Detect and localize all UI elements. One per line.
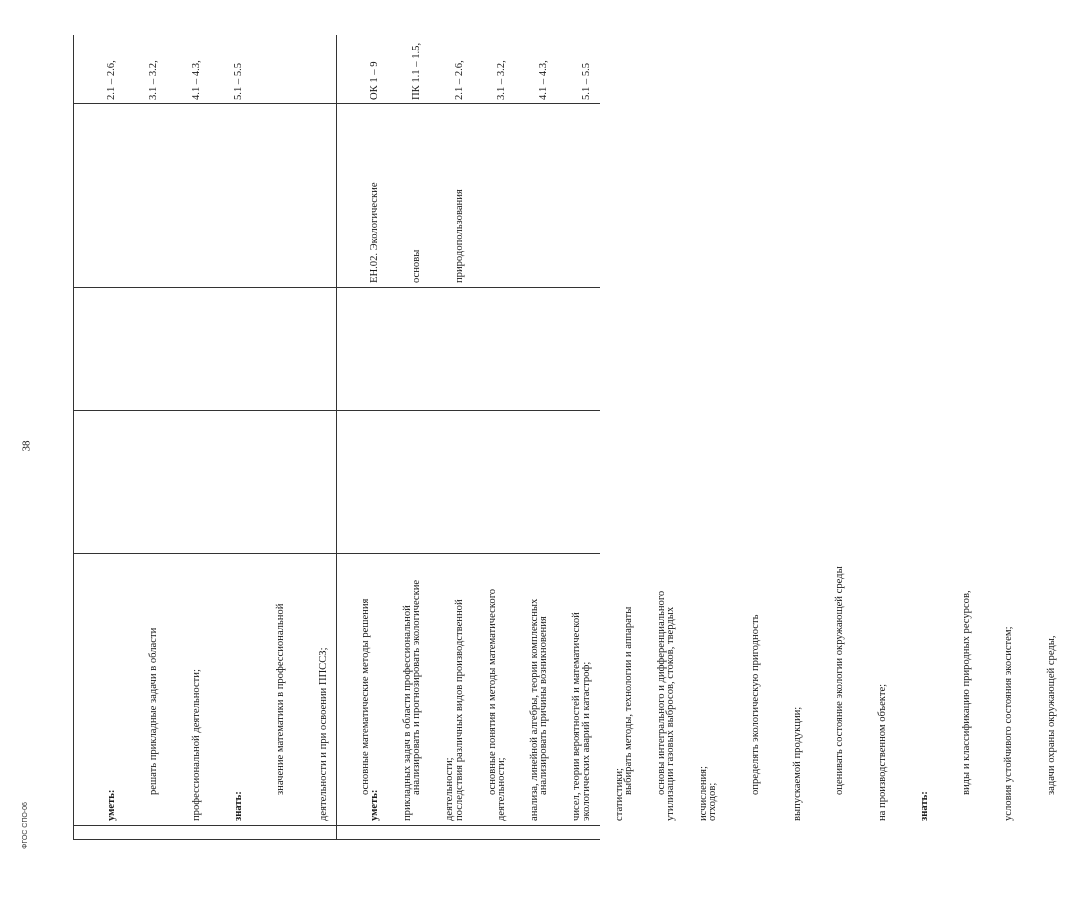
table-border-col3 [73, 410, 600, 411]
row1-line: анализа, линейной алгебры, теории комплексных [529, 598, 540, 821]
row2-line: задачи охраны окружающей среды, [1045, 635, 1057, 795]
competency-line: ПК 1.1 – 1.5, [411, 42, 423, 100]
row1-line: профессиональной деятельности; [190, 669, 202, 821]
competency-line: 3.1 – 3.2, [496, 60, 508, 100]
row2-line: на производственном объекте; [876, 683, 888, 821]
table-border-top [73, 35, 74, 840]
row2-line: последствия различных видов производственной [453, 599, 465, 821]
discipline-line: ЕН.02. Экологические [369, 182, 381, 283]
rotated-table-page [40, 35, 1057, 870]
competency-line: 5.1 – 5.5 [580, 62, 592, 100]
row2-competencies-cell [340, 43, 622, 100]
row1-line: статистики; [613, 768, 625, 821]
row2-knowledge-cell [340, 566, 1087, 821]
row2-discipline-cell [340, 182, 495, 283]
footer-code: ФГОС СПО-06 [21, 802, 29, 849]
row1-line: прикладных задач в области профессиональной [402, 605, 414, 821]
discipline-line: природопользования [453, 189, 465, 283]
row1-line: деятельности и при освоении ППССЗ; [317, 647, 329, 821]
row2-line: выпускаемой продукции; [792, 706, 803, 821]
table-border-col4 [73, 287, 600, 288]
row2-line: отходов; [707, 782, 719, 821]
row2-line: определять экологическую пригодность [749, 614, 761, 795]
row2-line: знать: [918, 791, 930, 821]
row1-line: знать: [233, 791, 245, 821]
table-border-col1 [73, 825, 600, 826]
row2-line: виды и классификацию природных ресурсов, [961, 590, 973, 795]
discipline-line: основы [411, 249, 423, 283]
row1-line: уметь: [106, 789, 118, 821]
row2-line: анализировать причины возникновения [538, 616, 550, 795]
row1-line: основные понятия и методы математического [486, 588, 498, 795]
row1-line: основы интегрального и дифференциального [655, 590, 667, 795]
competency-line: 3.1 – 3.2, [148, 60, 160, 100]
competency-line: ОК 1 – 9 [369, 61, 381, 100]
row1-line: основные математические методы решения [359, 598, 371, 795]
row2-line: экологических аварий и катастроф; [580, 661, 592, 821]
row2-line: утилизации газовых выбросов, стоков, твердых [665, 606, 677, 821]
competency-line: 2.1 – 2.6, [453, 60, 465, 100]
row2-line: условия устойчивого состояния экосистем; [1003, 626, 1015, 821]
competency-line: 4.1 – 4.3, [538, 60, 550, 100]
row1-competencies-cell [77, 60, 274, 100]
table-border-left [73, 839, 600, 840]
row2-line: анализировать и прогнозировать экологические [411, 579, 423, 795]
competency-line: 4.1 – 4.3, [190, 60, 202, 100]
row1-line: деятельности; [444, 757, 456, 821]
row2-line: уметь: [369, 789, 381, 821]
row1-line: решать прикладные задачи в области [148, 627, 160, 795]
competency-line: 5.1 – 5.5 [233, 62, 245, 100]
row1-line: значение математики в профессиональной [275, 603, 287, 795]
competency-line: 2.1 – 2.6, [106, 60, 118, 100]
page-number: 38 [20, 440, 33, 452]
row1-line: чисел, теории вероятностей и математической [571, 612, 583, 821]
row1-line: исчисления; [698, 765, 710, 821]
table-border-col5 [73, 103, 600, 104]
row2-line: оценивать состояние экологии окружающей среды [834, 566, 846, 795]
row2-line: деятельности; [496, 757, 508, 821]
row2-line: выбирать методы, технологии и аппараты [622, 606, 634, 795]
table-border-col2 [73, 553, 600, 554]
